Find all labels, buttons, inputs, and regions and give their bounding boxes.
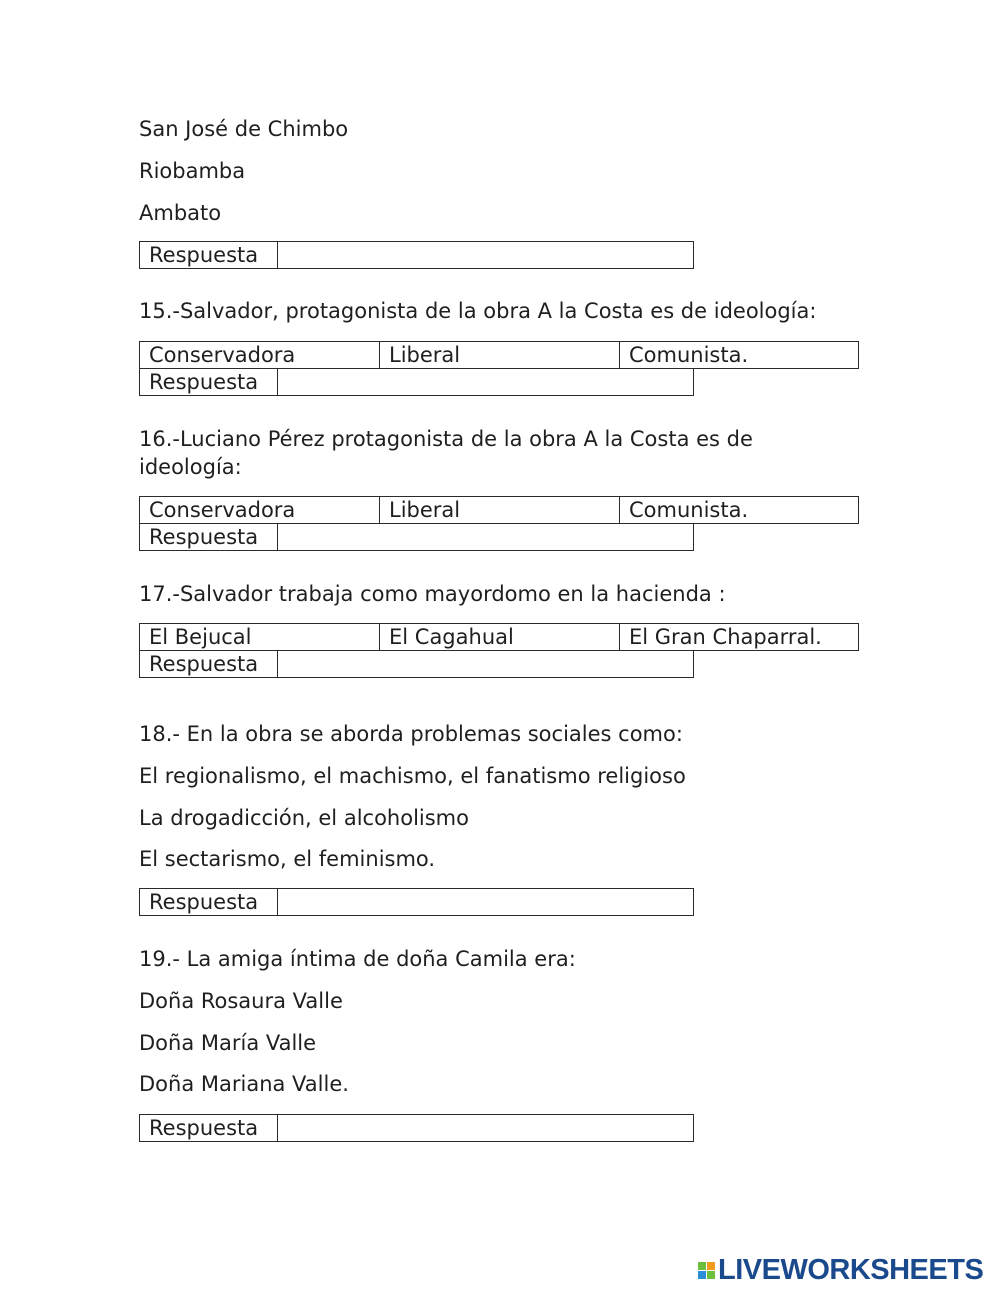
- question-16: 16.-Luciano Pérez protagonista de la obra A la Costa es de ideología:: [139, 427, 753, 479]
- answer-row: [139, 1114, 694, 1142]
- answer-label: Respuesta: [140, 651, 278, 677]
- question-17: 17.-Salvador trabaja como mayordomo en la hacienda :: [139, 582, 726, 606]
- option-cell: Liberal: [380, 497, 620, 523]
- answer-row: [139, 650, 694, 678]
- option-text: El regionalismo, el machismo, el fanatismo religioso: [139, 764, 686, 788]
- question-19: 19.- La amiga íntima de doña Camila era:: [139, 947, 576, 971]
- answer-field[interactable]: [278, 524, 693, 550]
- answer-field[interactable]: [278, 369, 693, 395]
- answer-label: Respuesta: [140, 242, 278, 268]
- answer-row: [139, 368, 694, 396]
- option-text: San José de Chimbo: [139, 117, 349, 141]
- answer-label: Respuesta: [140, 524, 278, 550]
- option-text: Doña Mariana Valle.: [139, 1072, 349, 1096]
- question-18: 18.- En la obra se aborda problemas sociales como:: [139, 722, 683, 746]
- answer-field[interactable]: [278, 651, 693, 677]
- option-text: El sectarismo, el feminismo.: [139, 847, 436, 871]
- option-cell: El Cagahual: [380, 624, 620, 650]
- option-text: Riobamba: [139, 159, 246, 183]
- option-text: Ambato: [139, 201, 222, 225]
- option-cell: El Gran Chaparral.: [629, 625, 822, 649]
- option-cell: Conservadora: [140, 342, 380, 368]
- answer-row: [139, 888, 694, 916]
- liveworksheets-icon: [698, 1262, 715, 1279]
- brand-text: LIVEWORKSHEETS: [718, 1253, 984, 1286]
- option-text: La drogadicción, el alcoholismo: [139, 806, 469, 830]
- answer-label: Respuesta: [140, 369, 278, 395]
- answer-field[interactable]: [278, 889, 693, 915]
- options-table: [139, 623, 859, 651]
- options-table: [139, 341, 859, 369]
- option-cell: El Bejucal: [140, 624, 380, 650]
- option-cell: Liberal: [380, 342, 620, 368]
- question-15: 15.-Salvador, protagonista de la obra A la Costa es de ideología:: [139, 299, 817, 323]
- option-cell: Comunista.: [629, 498, 749, 522]
- answer-row: [139, 241, 694, 269]
- options-table: [139, 496, 859, 524]
- option-cell: Conservadora: [140, 497, 380, 523]
- answer-row: [139, 523, 694, 551]
- option-text: Doña Rosaura Valle: [139, 989, 343, 1013]
- answer-label: Respuesta: [140, 889, 278, 915]
- answer-field[interactable]: [278, 1115, 693, 1141]
- answer-field[interactable]: [278, 242, 693, 268]
- option-cell: Comunista.: [629, 343, 749, 367]
- liveworksheets-logo: [698, 1255, 983, 1285]
- option-text: Doña María Valle: [139, 1031, 317, 1055]
- answer-label: Respuesta: [140, 1115, 278, 1141]
